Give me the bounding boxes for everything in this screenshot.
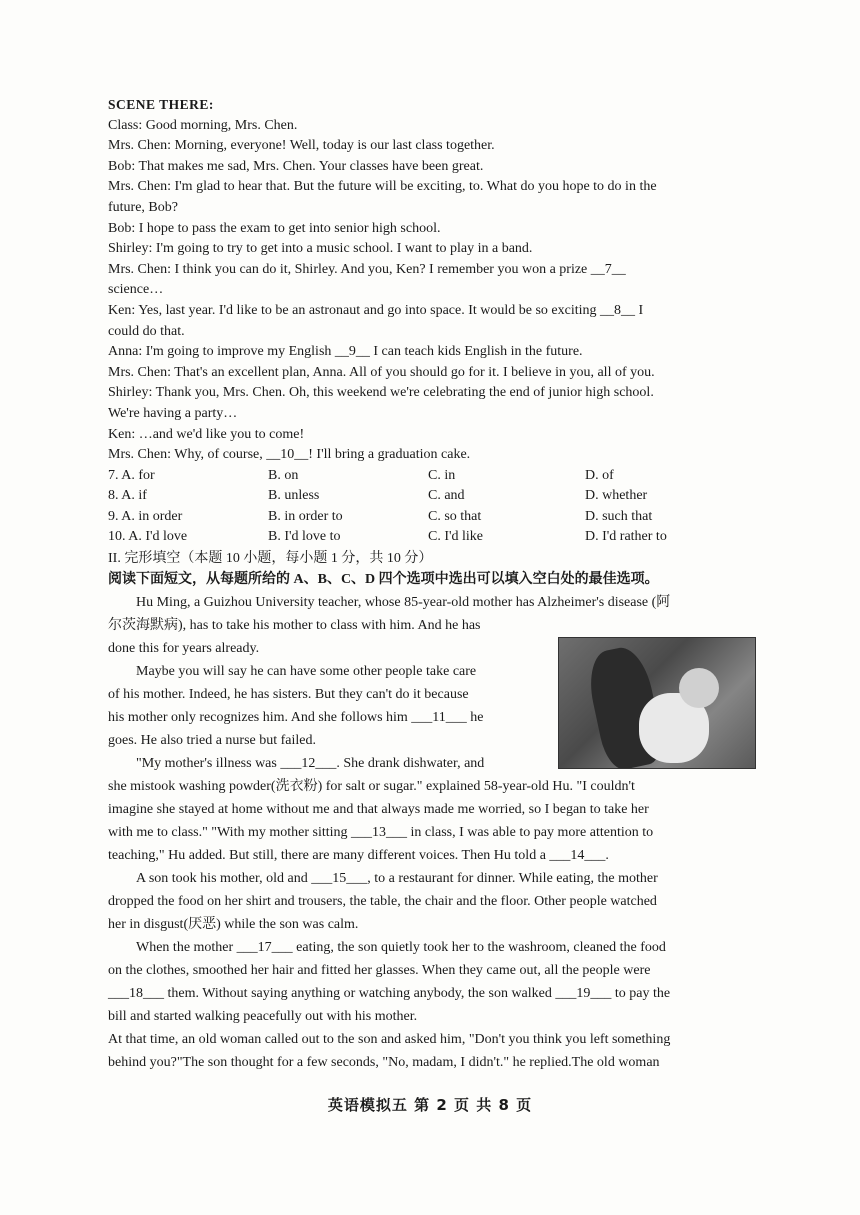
- dialogue-line: science…: [108, 282, 164, 298]
- option-8b: B. unless: [268, 488, 320, 504]
- photo-figure-head: [679, 668, 719, 708]
- scene-title: SCENE THERE:: [108, 97, 214, 112]
- option-7a: 7. A. for: [108, 467, 155, 483]
- dialogue-line: Ken: Yes, last year. I'd like to be an astronaut and go into space. It would be so exciting __8__ I: [108, 302, 644, 318]
- option-9d: D. such that: [585, 508, 653, 524]
- option-10b: B. I'd love to: [268, 529, 341, 545]
- dialogue-line: We're having a party…: [108, 405, 238, 421]
- question-9-options: [108, 507, 756, 528]
- dialogue-line: Shirley: Thank you, Mrs. Chen. Oh, this weekend we're celebrating the end of junior high school.: [108, 385, 654, 401]
- page-content: [108, 95, 756, 1074]
- dialogue-line: Ken: …and we'd like you to come!: [108, 426, 305, 442]
- option-10c: C. I'd like: [428, 529, 484, 545]
- option-9b: B. in order to: [268, 508, 343, 524]
- passage-line: ___18___ them. Without saying anything or watching anybody, the son walked ___19___ to pay the: [108, 986, 671, 1002]
- passage-line: done this for years already.: [108, 641, 260, 657]
- dialogue-line: Mrs. Chen: Why, of course, __10__! I'll bring a graduation cake.: [108, 447, 471, 463]
- dialogue-line: could do that.: [108, 323, 185, 339]
- dialogue: [108, 116, 756, 466]
- passage-line: teaching," Hu added. But still, there are many different voices. Then Hu told a ___14___.: [108, 848, 609, 864]
- page-footer: 英语模拟五 第 2 页 共 8 页: [327, 1096, 533, 1114]
- dialogue-line: Shirley: I'm going to try to get into a music school. I want to play in a band.: [108, 241, 533, 257]
- dialogue-line: Class: Good morning, Mrs. Chen.: [108, 117, 298, 133]
- passage-line: of his mother. Indeed, he has sisters. But they can't do it because: [108, 687, 469, 703]
- passage-photo: [558, 637, 756, 769]
- passage-line: she mistook washing powder(洗衣粉) for salt or sugar." explained 58-year-old Hu. "I couldn't: [108, 779, 635, 795]
- passage-line: on the clothes, smoothed her hair and fitted her glasses. When they came out, all the people were: [108, 963, 651, 979]
- dialogue-line: Mrs. Chen: I think you can do it, Shirley. And you, Ken? I remember you won a prize __7__: [108, 261, 626, 277]
- option-9a: 9. A. in order: [108, 508, 183, 524]
- passage-line: "My mother's illness was ___12___. She drank dishwater, and: [136, 756, 485, 772]
- answer-options: [108, 466, 756, 548]
- question-8-options: [108, 486, 756, 507]
- option-8c: C. and: [428, 488, 465, 504]
- option-7c: C. in: [428, 467, 456, 483]
- dialogue-line: Mrs. Chen: That's an excellent plan, Anna. All of you should go for it. I believe in you, all of you.: [108, 364, 655, 380]
- option-7d: D. of: [585, 467, 614, 483]
- option-7b: B. on: [268, 467, 299, 483]
- passage-line: behind you?"The son thought for a few seconds, "No, madam, I didn't." he replied.The old woman: [108, 1055, 660, 1071]
- dialogue-line: Bob: I hope to pass the exam to get into senior high school.: [108, 220, 441, 236]
- option-8d: D. whether: [585, 488, 648, 504]
- question-7-options: [108, 466, 756, 487]
- option-10d: D. I'd rather to: [585, 529, 667, 545]
- passage-line: At that time, an old woman called out to the son and asked him, "Don't you think you left something: [108, 1032, 671, 1048]
- option-9c: C. so that: [428, 508, 482, 524]
- passage-line: Maybe you will say he can have some other people take care: [136, 664, 477, 680]
- option-10a: 10. A. I'd love: [108, 529, 188, 545]
- passage-line: 尔茨海默病), has to take his mother to class with him. And he has: [108, 618, 481, 634]
- option-8a: 8. A. if: [108, 488, 147, 504]
- passage-line: with me to class." "With my mother sitting ___13___ in class, I was able to pay more attention to: [108, 825, 654, 841]
- section-heading: II. 完形填空（本题 10 小题，每小题 1 分，共 10 分）: [108, 551, 433, 567]
- dialogue-line: Bob: That makes me sad, Mrs. Chen. Your classes have been great.: [108, 158, 484, 174]
- passage-line: his mother only recognizes him. And she follows him ___11___ he: [108, 710, 484, 726]
- section-instruction: 阅读下面短文，从每题所给的 A、B、C、D 四个选项中选出可以填入空白处的最佳选项。: [108, 572, 659, 588]
- passage-line: When the mother ___17___ eating, the son quietly took her to the washroom, cleaned the food: [136, 940, 666, 956]
- passage-line: imagine she stayed at home without me and that always made me worried, so I began to take her: [108, 802, 649, 818]
- passage-line: bill and started walking peacefully out with his mother.: [108, 1009, 418, 1025]
- passage-line: dropped the food on her shirt and trousers, the table, the chair and the floor. Other people watched: [108, 894, 657, 910]
- passage-line: A son took his mother, old and ___15___, to a restaurant for dinner. While eating, the mother: [136, 871, 658, 887]
- passage-line: Hu Ming, a Guizhou University teacher, whose 85-year-old mother has Alzheimer's disease (阿: [136, 595, 671, 611]
- dialogue-line: Anna: I'm going to improve my English __9__ I can teach kids English in the future.: [108, 344, 583, 360]
- passage-line: her in disgust(厌恶) while the son was calm.: [108, 917, 359, 933]
- passage-line: goes. He also tried a nurse but failed.: [108, 733, 316, 749]
- question-10-options: [108, 527, 756, 548]
- dialogue-line: Mrs. Chen: Morning, everyone! Well, today is our last class together.: [108, 138, 495, 154]
- dialogue-line: future, Bob?: [108, 199, 178, 215]
- dialogue-line: Mrs. Chen: I'm glad to hear that. But the future will be exciting, to. What do you hope to do in the: [108, 179, 657, 195]
